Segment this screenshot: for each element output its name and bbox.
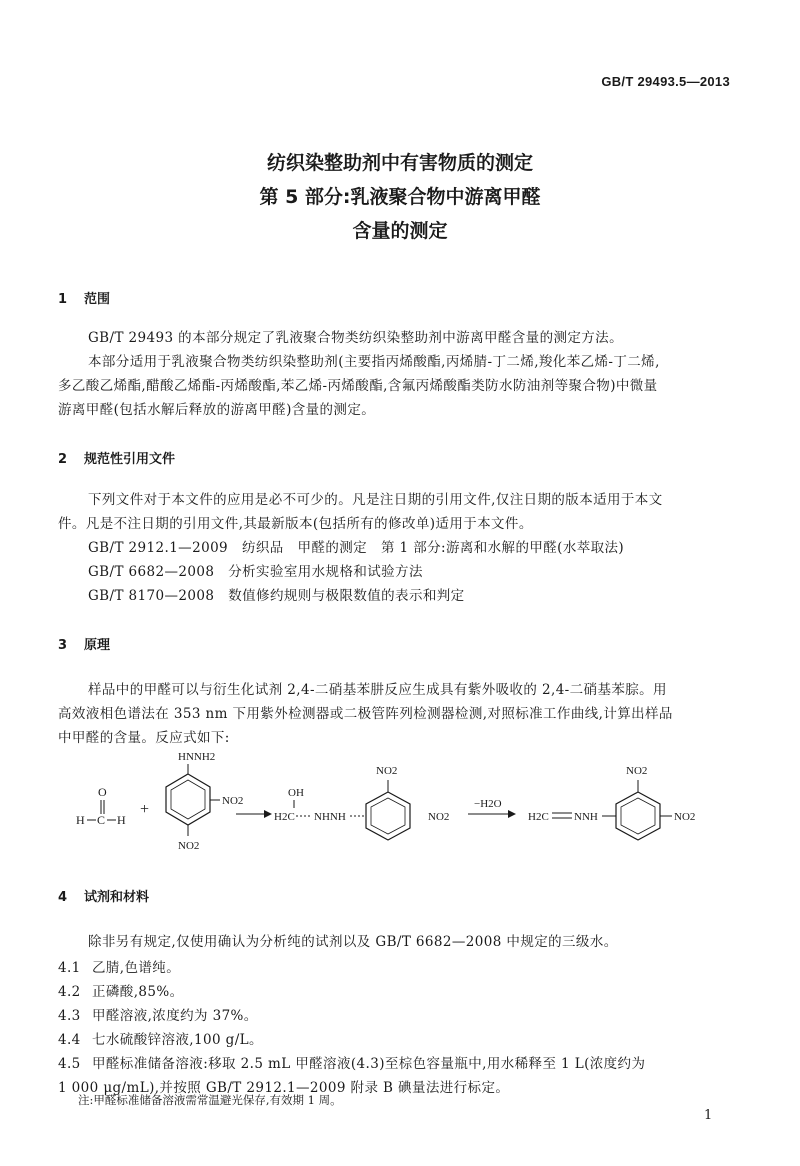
item-text: 七水硫酸锌溶液,100 g/L。 [92, 1032, 263, 1048]
section-2-paragraph-line-1: 下列文件对于本文件的应用是必不可少的。凡是注日期的引用文件,仅注日期的版本适用于本文 [88, 492, 663, 508]
section-1-paragraph-1: GB/T 29493 的本部分规定了乳液聚合物类纺织染整助剂中游离甲醛含量的测定方法。 [88, 330, 623, 346]
nitro-group-label: NO2 [222, 795, 244, 807]
hydroxyl-label: OH [288, 787, 304, 799]
note: 注:甲醛标准储备溶液需常温避光保存,有效期 1 周。 [78, 1093, 342, 1107]
nitro-group-label: NO2 [674, 811, 696, 823]
water-elimination-label: −H2O [474, 798, 502, 810]
reagent-item [58, 1054, 645, 1074]
item-text: 甲醛标准储备溶液:移取 2.5 mL 甲醛溶液(4.3)至棕色容量瓶中,用水稀释至 1 L(浓度约为 [92, 1056, 646, 1072]
hydrazone-link-label: NNH [574, 811, 598, 823]
item-number: 4.2 [58, 984, 81, 1000]
section-1-paragraph-2-line-1: 本部分适用于乳液聚合物类纺织染整助剂(主要指丙烯酸酯,丙烯腈-丁二烯,羧化苯乙烯-丁二烯, [88, 354, 660, 370]
section-3-paragraph-line-3: 中甲醛的含量。反应式如下: [58, 730, 230, 746]
section-2-heading [58, 448, 175, 467]
section-title: 原理 [84, 638, 111, 653]
reagent-item [58, 1006, 258, 1026]
page-number: 1 [704, 1108, 713, 1123]
nitro-group-label: NO2 [376, 765, 398, 777]
item-text: 正磷酸,85%。 [92, 984, 184, 1000]
nitro-group-label: NO2 [428, 811, 450, 823]
oxygen-label: O [98, 785, 107, 799]
nitro-group-label: NO2 [626, 765, 648, 777]
hydrazine-group-label: HNNH2 [178, 752, 216, 763]
item-number: 4.3 [58, 1008, 81, 1024]
section-1-heading [58, 288, 110, 307]
plus-sign: + [140, 801, 150, 818]
page-title-line-2: 第 5 部分:乳液聚合物中游离甲醛 [259, 186, 541, 208]
page-title-line-1: 纺织染整助剂中有害物质的测定 [266, 152, 533, 174]
section-1-paragraph-2-line-3: 游离甲醛(包括水解后释放的游离甲醛)含量的测定。 [58, 402, 376, 418]
item-number: 4.5 [58, 1056, 81, 1072]
item-text: 乙腈,色谱纯。 [92, 960, 181, 976]
section-2-paragraph-line-2: 件。凡是不注日期的引用文件,其最新版本(包括所有的修改单)适用于本文件。 [58, 516, 533, 532]
section-3-heading [58, 634, 110, 653]
nitro-group-label: NO2 [178, 840, 200, 852]
reference-item: GB/T 6682—2008 分析实验室用水规格和试验方法 [88, 564, 423, 580]
hydrazine-link-label: NHNH [314, 811, 346, 823]
page-title-line-3: 含量的测定 [352, 220, 448, 242]
section-number: 2 [58, 452, 68, 467]
item-number: 4.4 [58, 1032, 81, 1048]
section-3-paragraph-line-1: 样品中的甲醛可以与衍生化试剂 2,4-二硝基苯肼反应生成具有紫外吸收的 2,4-二硝基苯腙。用 [88, 682, 667, 698]
item-number: 4.1 [58, 960, 81, 976]
item-text: 甲醛溶液,浓度约为 37%。 [92, 1008, 258, 1024]
section-4-heading [58, 886, 149, 905]
hydrogen-label: H [117, 813, 126, 827]
carbon-label: C [97, 813, 106, 827]
hydrogen-label: H [76, 813, 85, 827]
standard-number: GB/T 29493.5—2013 [601, 74, 730, 89]
section-title: 规范性引用文件 [84, 452, 176, 467]
section-title: 范围 [84, 292, 111, 307]
section-number: 1 [58, 292, 68, 307]
section-1-paragraph-2-line-2: 多乙酸乙烯酯,醋酸乙烯酯-丙烯酸酯,苯乙烯-丙烯酸酯,含氟丙烯酸酯类防水防油剂等聚合物)中微量 [58, 378, 658, 394]
reagent-item [58, 958, 180, 978]
section-number: 4 [58, 890, 68, 905]
reference-item: GB/T 8170—2008 数值修约规则与极限数值的表示和判定 [88, 588, 465, 604]
section-number: 3 [58, 638, 68, 653]
reagent-item-continuation: 1 000 μg/mL),并按照 GB/T 2912.1—2009 附录 B 碘量法进行标定。 [58, 1080, 510, 1096]
reagent-item [58, 982, 184, 1002]
methylene-label: H2C [274, 811, 295, 823]
reagent-item [58, 1030, 263, 1050]
reaction-equation [60, 752, 740, 872]
section-title: 试剂和材料 [84, 890, 150, 905]
section-3-paragraph-line-2: 高效液相色谱法在 353 nm 下用紫外检测器或二极管阵列检测器检测,对照标准工作曲线,计算出样品 [58, 706, 673, 722]
reference-item: GB/T 2912.1—2009 纺织品 甲醛的测定 第 1 部分:游离和水解的甲醛(水萃取法) [88, 540, 625, 556]
section-4-intro: 除非另有规定,仅使用确认为分析纯的试剂以及 GB/T 6682—2008 中规定的三级水。 [88, 934, 618, 950]
methylene-label: H2C [528, 811, 549, 823]
